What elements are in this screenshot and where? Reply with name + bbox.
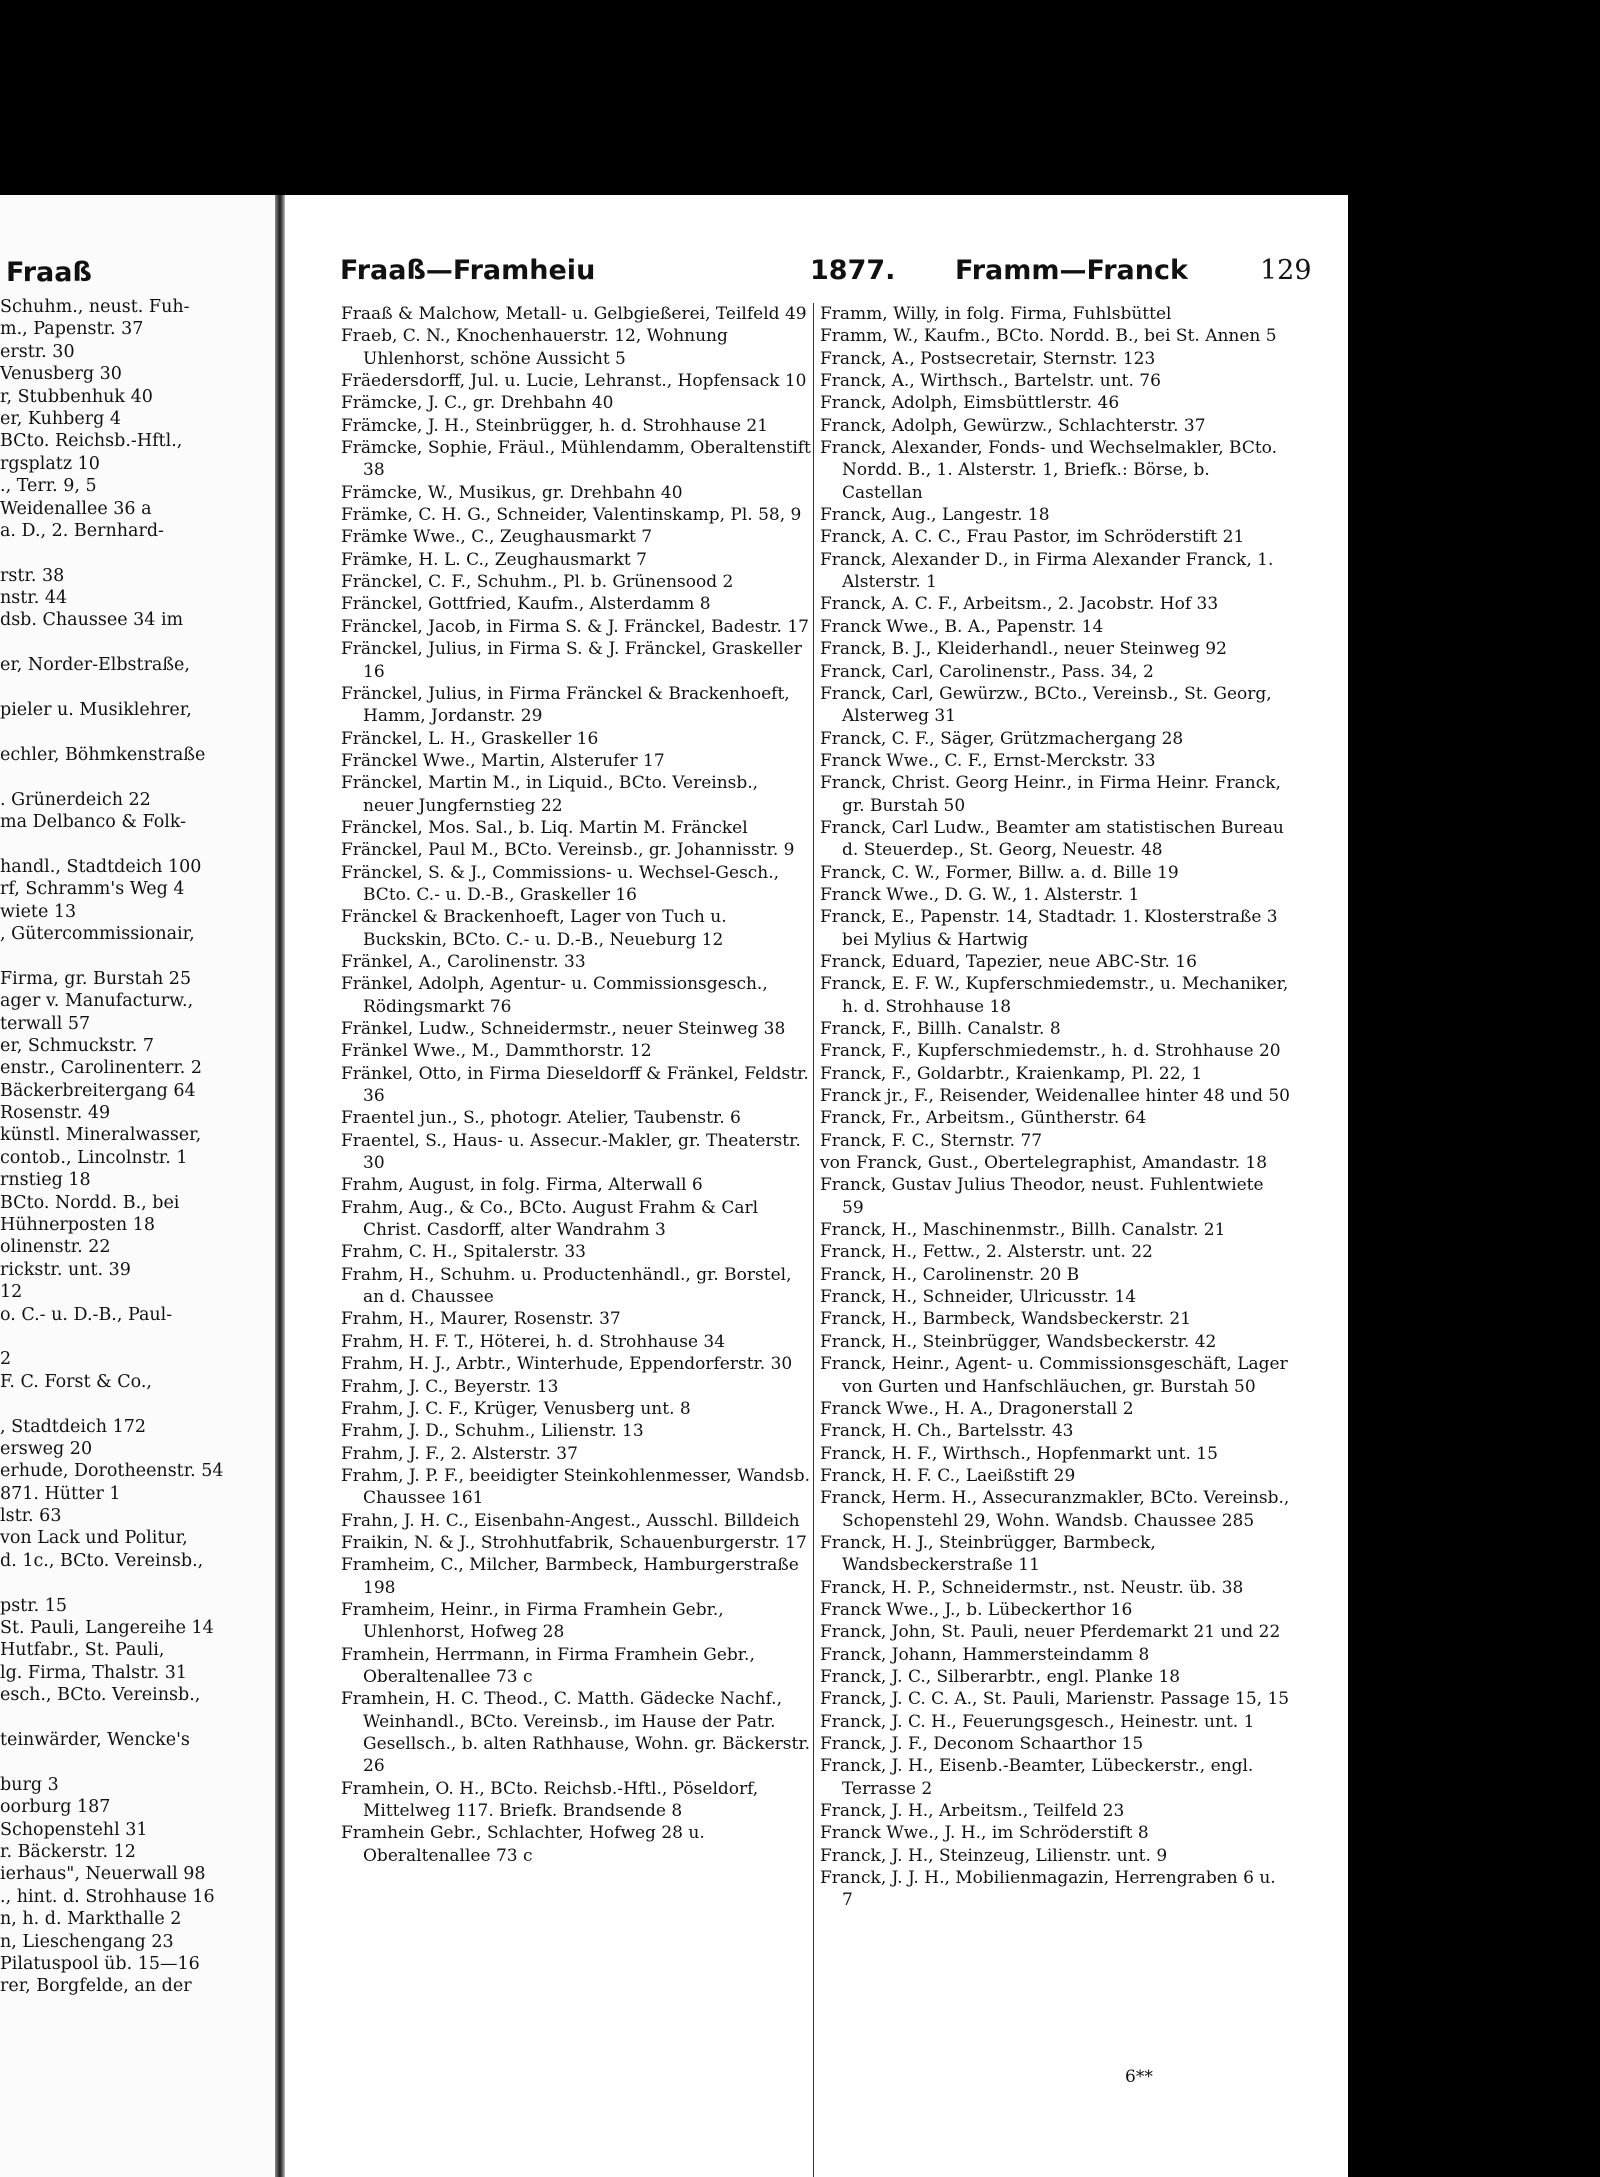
facing-page-line: er, Schmuckstr. 7 [0,1035,154,1056]
directory-entry: Franck, C. F., Säger, Grützmachergang 28 [820,728,1184,749]
directory-entry: Franck, H., Steinbrügger, Wandsbeckerstr. 42 [820,1331,1217,1352]
directory-entry: Framhein, O. H., BCto. Reichsb.-Hftl., Pöseldorf, Mittelweg 117. Briefk. Brandsende 8 [341,1778,759,1822]
facing-page-line: 2 [0,1349,12,1370]
directory-entry: Franck Wwe., H. A., Dragonerstall 2 [820,1398,1134,1419]
facing-page-line: Bäckerbreitergang 64 [0,1080,196,1101]
directory-entry: Frahm, J. D., Schuhm., Lilienstr. 13 [341,1421,644,1442]
directory-entry: Franck jr., F., Reisender, Weidenallee hinter 48 und 50 [820,1086,1290,1107]
facing-page-header: Fraaß [6,257,92,288]
directory-entry: Framm, Willy, in folg. Firma, Fuhlsbüttel [820,304,1172,324]
directory-entry: Franck, J. J. H., Mobilienmagazin, Herrengraben 6 u. 7 [820,1868,1276,1911]
facing-page-line: n, h. d. Markthalle 2 [0,1909,182,1930]
directory-entry: Franck, J. C. C. A., St. Pauli, Marienstr. Passage 15, 15 [820,1689,1290,1710]
directory-entry: Franck, Herm. H., Assecuranzmakler, BCto. Vereinsb., Schopenstehl 29, Wohn. Wandsb. Chaussee 285 [820,1488,1290,1531]
directory-entry: Fränckel, Mos. Sal., b. Liq. Martin M. Fränckel [341,817,748,838]
facing-page-line: Hühnerposten 18 [0,1215,156,1236]
column-divider [813,303,814,2177]
facing-page-line: Pilatuspool üb. 15—16 [0,1953,200,1974]
facing-page-line: F. C. Forst & Co., [0,1371,152,1392]
directory-entry: Franck, H. F. C., Laeißstift 29 [820,1465,1076,1486]
facing-page-line [0,1572,275,1594]
directory-entry: Franck, Carl Ludw., Beamter am statistischen Bureau d. Steuerdep., St. Georg, Neuestr. 48 [820,817,1284,861]
directory-entry: Franck, H., Barmbeck, Wandsbeckerstr. 21 [820,1309,1192,1330]
directory-entry: Frahm, August, in folg. Firma, Alterwall 6 [341,1175,703,1196]
facing-page-line: rnstieg 18 [0,1170,91,1191]
facing-page-line: von Lack und Politur, [0,1528,188,1549]
facing-page-line: St. Pauli, Langereihe 14 [0,1618,214,1639]
directory-entry: Framm, W., Kaufm., BCto. Nordd. B., bei St. Annen 5 [820,326,1277,347]
directory-entry: Frahm, Aug., & Co., BCto. August Frahm & Carl Christ. Casdorff, alter Wandrahm 3 [341,1197,759,1241]
directory-entry: Frahm, C. H., Spitalerstr. 33 [341,1242,586,1263]
directory-entry: Fraentel, S., Haus- u. Assecur.-Makler, gr. Theaterstr. 30 [341,1130,801,1174]
directory-entry: Franck, Alexander D., in Firma Alexander Franck, 1. Alsterstr. 1 [820,549,1274,593]
facing-page-line: echler, Böhmkenstraße [0,744,206,765]
directory-entry: Franck, Christ. Georg Heinr., in Firma Heinr. Franck, gr. Burstah 50 [820,773,1281,816]
directory-entry: Fränckel, Paul M., BCto. Vereinsb., gr. Johannisstr. 9 [341,840,795,861]
directory-entry: Fräedersdorff, Jul. u. Lucie, Lehranst., Hopfensack 10 [341,371,807,392]
directory-entry: Frahm, J. P. F., beeidigter Steinkohlenmesser, Wandsb. Chaussee 161 [341,1465,811,1509]
directory-entry: Franck, E. F. W., Kupferschmiedemstr., u. Mechaniker, h. d. Strohhause 18 [820,974,1289,1017]
facing-page-line: o. C.- u. D.-B., Paul- [0,1304,173,1325]
directory-entry: Fränckel & Brackenhoeft, Lager von Tuch u. Buckskin, BCto. C.- u. D.-B., Neueburg 12 [341,907,727,950]
directory-entry: von Franck, Gust., Obertelegraphist, Amandastr. 18 [820,1153,1268,1174]
facing-page-line: d. 1c., BCto. Vereinsb., [0,1550,204,1571]
directory-entry: Franck Wwe., C. F., Ernst-Merckstr. 33 [820,750,1156,771]
directory-entry: Fraaß & Malchow, Metall- u. Gelbgießerei, Teilfeld 49 [341,304,807,324]
directory-entry: Fränckel, Julius, in Firma S. & J. Fränckel, Graskeller 16 [341,639,802,682]
facing-page-line: , Gütercommissionair, [0,923,195,944]
directory-entry: Franck, F. C., Sternstr. 77 [820,1130,1043,1151]
facing-page-line: contob., Lincolnstr. 1 [0,1147,188,1168]
book-gutter [275,195,285,2177]
directory-entry: Frahm, J. C. F., Krüger, Venusberg unt. 8 [341,1398,691,1419]
facing-page-line: rickstr. unt. 39 [0,1259,131,1280]
facing-page-line: n, Lieschengang 23 [0,1931,174,1952]
directory-entry: Franck, H., Fettw., 2. Alsterstr. unt. 22 [820,1242,1153,1263]
facing-page-line: Schuhm., neust. Fuh- [0,297,190,317]
directory-entry: Främcke, J. C., gr. Drehbahn 40 [341,393,614,414]
directory-entry: Franck, Adolph, Eimsbüttlerstr. 46 [820,393,1120,414]
facing-page-line: burg 3 [0,1774,59,1795]
directory-entry: Franck, H. F., Wirthsch., Hopfenmarkt unt. 15 [820,1443,1218,1464]
facing-page-line: Firma, gr. Burstah 25 [0,968,192,989]
directory-entry: Fränckel, Gottfried, Kaufm., Alsterdamm 8 [341,594,711,615]
directory-entry: Franck, A. C. C., Frau Pastor, im Schröderstift 21 [820,527,1245,548]
directory-entry: Framhein, Herrmann, in Firma Framhein Gebr., Oberaltenallee 73 c [341,1644,755,1687]
directory-entry: Franck, J. F., Deconom Schaarthor 15 [820,1734,1144,1754]
facing-page-line: ., hint. d. Strohhause 16 [0,1886,215,1907]
directory-entry: Frahm, J. F., 2. Alsterstr. 37 [341,1443,578,1464]
directory-entry: Franck, Gustav Julius Theodor, neust. Fuhlentwiete 59 [820,1175,1264,1218]
facing-page-line: rstr. 38 [0,565,65,586]
directory-entry: Franck, B. J., Kleiderhandl., neuer Steinweg 92 [820,639,1227,660]
directory-entry: Franck, J. H., Eisenb.-Beamter, Lübeckerstr., engl. Terrasse 2 [820,1756,1254,1799]
facing-page-line: rer, Borgfelde, an der [0,1976,192,1997]
facing-page-line: r, Stubbenhuk 40 [0,386,153,407]
directory-entry: Framhein Gebr., Schlachter, Hofweg 28 u. Oberaltenallee 73 c [341,1823,705,1866]
directory-entry: Franck, F., Goldarbtr., Kraienkamp, Pl. 22, 1 [820,1063,1203,1084]
directory-entry: Frahn, J. H. C., Eisenbahn-Angest., Ausschl. Billdeich [341,1510,800,1531]
facing-page-lines [0,296,275,1998]
facing-page-line: BCto. Reichsb.-Hftl., [0,431,183,452]
directory-page [285,195,1348,2177]
facing-page-line: Schopenstehl 31 [0,1819,148,1840]
directory-entry: Främke, C. H. G., Schneider, Valentinskamp, Pl. 58, 9 [341,505,802,526]
directory-entry: Franck, H. Ch., Bartelsstr. 43 [820,1421,1074,1442]
facing-page-line: pstr. 15 [0,1595,68,1616]
facing-page-line: lstr. 63 [0,1506,62,1527]
facing-page-line [0,632,275,654]
directory-entry: Franck, J. H., Steinzeug, Lilienstr. unt. 9 [820,1845,1168,1866]
facing-page-line: , Stadtdeich 172 [0,1416,147,1437]
facing-page-line [0,1751,275,1773]
directory-entry: Fränkel, Adolph, Agentur- u. Commissionsgesch., Rödingsmarkt 76 [341,974,768,1017]
directory-entry: Frahm, H., Maurer, Rosenstr. 37 [341,1309,621,1330]
directory-entry: Framheim, C., Milcher, Barmbeck, Hamburgerstraße 198 [341,1555,799,1598]
facing-page-line [0,833,275,855]
directory-entry: Franck, J. H., Arbeitsm., Teilfeld 23 [820,1801,1125,1822]
directory-entry: Fränkel, A., Carolinenstr. 33 [341,951,586,972]
directory-entry: Franck, Alexander, Fonds- und Wechselmakler, BCto. Nordd. B., 1. Alsterstr. 1, Briefk.: Börse, b. Castellan [820,438,1278,503]
directory-entry: Frahm, J. C., Beyerstr. 13 [341,1376,559,1397]
directory-entry: Fränkel Wwe., M., Dammthorstr. 12 [341,1041,652,1062]
directory-entry: Franck, H. P., Schneidermstr., nst. Neustr. üb. 38 [820,1577,1244,1598]
directory-entry: Franck, H. J., Steinbrügger, Barmbeck, Wandsbeckerstraße 11 [820,1532,1156,1576]
directory-entry: Frahm, H. F. T., Höterei, h. d. Strohhause 34 [341,1331,726,1352]
facing-page-line: BCto. Nordd. B., bei [0,1192,180,1213]
facing-page-line [0,721,275,743]
directory-entry: Franck, Aug., Langestr. 18 [820,505,1050,526]
facing-page-line: ierhaus", Neuerwall 98 [0,1864,206,1885]
page-number: 129 [1260,255,1312,286]
directory-entry: Franck, John, St. Pauli, neuer Pferdemarkt 21 und 22 [820,1622,1281,1643]
facing-page-line: ., Terr. 9, 5 [0,476,97,497]
directory-entry: Franck Wwe., B. A., Papenstr. 14 [820,616,1104,637]
facing-page-line: erhude, Dorotheenstr. 54 [0,1461,224,1482]
directory-entry: Franck, J. C., Silberarbtr., engl. Planke 18 [820,1666,1181,1687]
facing-page-line: er, Norder-Elbstraße, [0,655,190,676]
facing-page-line: olinenstr. 22 [0,1237,111,1258]
directory-entry: Främke Wwe., C., Zeughausmarkt 7 [341,527,653,548]
facing-page-line: wiete 13 [0,901,77,922]
facing-page-line: handl., Stadtdeich 100 [0,856,202,877]
directory-entry: Franck, C. W., Former, Billw. a. d. Bille 19 [820,862,1179,883]
directory-entry: Franck, A. C. F., Arbeitsm., 2. Jacobstr. Hof 33 [820,594,1219,615]
directory-entry: Frahm, H. J., Arbtr., Winterhude, Eppendorferstr. 30 [341,1354,793,1375]
facing-page-line: Venusberg 30 [0,364,122,385]
directory-entry: Franck, Johann, Hammersteindamm 8 [820,1644,1150,1665]
facing-page-line: Rosenstr. 49 [0,1103,111,1124]
directory-entry: Franck, Eduard, Tapezier, neue ABC-Str. 16 [820,951,1197,972]
facing-page-line: künstl. Mineralwasser, [0,1125,202,1146]
directory-entry: Frahm, H., Schuhm. u. Productenhändl., gr. Borstel, an d. Chaussee [341,1264,792,1308]
facing-page-line: oorburg 187 [0,1797,111,1818]
directory-entry: Fränckel, Jacob, in Firma S. & J. Fränckel, Badestr. 17 [341,616,809,637]
facing-page-line: esch., BCto. Vereinsb., [0,1685,201,1706]
directory-entry: Franck Wwe., J., b. Lübeckerthor 16 [820,1599,1133,1620]
facing-page-line: 871. Hütter 1 [0,1483,121,1504]
directory-entry: Franck, Fr., Arbeitsm., Güntherstr. 64 [820,1108,1147,1129]
directory-entry: Fraentel jun., S., photogr. Atelier, Taubenstr. 6 [341,1108,741,1129]
directory-entry: Fränckel Wwe., Martin, Alsterufer 17 [341,750,665,771]
directory-entry: Fränckel, C. F., Schuhm., Pl. b. Grünensood 2 [341,572,734,593]
facing-page-line: ager v. Manufacturw., [0,991,194,1012]
directory-entry: Franck, J. C. H., Feuerungsgesch., Heinestr. unt. 1 [820,1711,1255,1732]
directory-entry: Främcke, J. H., Steinbrügger, h. d. Strohhause 21 [341,415,769,436]
directory-entry: Franck, F., Billh. Canalstr. 8 [820,1019,1061,1039]
facing-page-line: terwall 57 [0,1013,91,1034]
facing-page-line: 12 [0,1282,23,1303]
directory-entry: Främke, H. L. C., Zeughausmarkt 7 [341,549,647,570]
facing-page-line: er, Kuhberg 4 [0,408,121,429]
facing-page-line: a. D., 2. Bernhard- [0,520,164,541]
running-header [340,255,1340,295]
facing-page-line: . Grünerdeich 22 [0,789,151,810]
directory-entry: Franck, H., Schneider, Ulricusstr. 14 [820,1287,1137,1308]
directory-entry: Franck Wwe., J. H., im Schröderstift 8 [820,1823,1149,1844]
facing-page-line: m., Papenstr. 37 [0,319,144,340]
directory-entry: Fränkel, Otto, in Firma Dieseldorff & Fränkel, Feldstr. 36 [341,1063,809,1107]
facing-page-line [0,677,275,699]
facing-page-line: rgsplatz 10 [0,453,100,474]
directory-entry: Fränkel, Ludw., Schneidermstr., neuer Steinweg 38 [341,1019,786,1039]
directory-entry: Främcke, W., Musikus, gr. Drehbahn 40 [341,482,683,503]
directory-entry: Franck, H., Carolinenstr. 20 B [820,1264,1080,1285]
facing-page-line: nstr. 44 [0,588,68,609]
directory-entry: Fränckel, Martin M., in Liquid., BCto. Vereinsb., neuer Jungfernstieg 22 [341,773,759,816]
facing-page-line: erstr. 30 [0,341,75,362]
directory-entry: Franck, Carl, Gewürzw., BCto., Vereinsb., St. Georg, Alsterweg 31 [820,683,1272,727]
header-right-range: Framm—Franck [955,255,1188,286]
facing-page-line: ersweg 20 [0,1438,93,1459]
facing-page-line: pieler u. Musiklehrer, [0,700,192,721]
facing-page-line: ma Delbanco & Folk- [0,811,187,832]
directory-entry: Franck, E., Papenstr. 14, Stadtadr. 1. Klosterstraße 3 bei Mylius & Hartwig [820,907,1278,950]
facing-page-line: enstr., Carolinenterr. 2 [0,1058,203,1079]
header-left-range: Fraaß—Framheiu [340,255,596,286]
directory-entry: Fraikin, N. & J., Strohhutfabrik, Schauenburgerstr. 17 [341,1532,807,1553]
facing-page-line: rf, Schramm's Weg 4 [0,879,185,900]
directory-entry: Franck, H., Maschinenmstr., Billh. Canalstr. 21 [820,1220,1226,1241]
directory-entry: Fraeb, C. N., Knochenhauerstr. 12, Wohnung Uhlenhorst, schöne Aussicht 5 [341,326,728,369]
directory-entry: Franck, Heinr., Agent- u. Commissionsgeschäft, Lager von Gurten und Hanfschläuchen, gr. Burstah 50 [820,1354,1288,1397]
directory-entry: Fränckel, S. & J., Commissions- u. Wechsel-Gesch., BCto. C.- u. D.-B., Graskeller 16 [341,862,780,905]
facing-page-line [0,542,275,564]
directory-entry: Fränckel, L. H., Graskeller 16 [341,728,599,749]
facing-page-line: Weidenallee 36 a [0,498,152,519]
left-column [341,303,811,1867]
directory-entry: Främcke, Sophie, Fräul., Mühlendamm, Oberaltenstift 38 [341,438,811,481]
right-column [820,303,1290,1912]
directory-entry: Franck, F., Kupferschmiedemstr., h. d. Strohhause 20 [820,1041,1281,1062]
directory-entry: Framhein, H. C. Theod., C. Matth. Gädecke Nachf., Weinhandl., BCto. Vereinsb., im Hause der Patr. Gesellsch., b. alten Rathhause, Wohn. gr. Bäckerstr. 26 [341,1689,811,1777]
directory-entry: Framheim, Heinr., in Firma Framhein Gebr., Uhlenhorst, Hofweg 28 [341,1599,724,1643]
facing-page-line [0,1393,275,1415]
facing-page-line [0,1707,275,1729]
facing-page-line: lg. Firma, Thalstr. 31 [0,1662,188,1683]
facing-page-line: teinwärder, Wencke's [0,1730,190,1750]
facing-page-line [0,766,275,788]
facing-page-line: dsb. Chaussee 34 im [0,610,184,631]
scan-border-right [1348,0,1600,2177]
directory-entry: Fränckel, Julius, in Firma Fränckel & Brackenhoeft, Hamm, Jordanstr. 29 [341,683,790,727]
directory-entry: Franck, Adolph, Gewürzw., Schlachterstr. 37 [820,415,1206,436]
header-year: 1877. [810,255,896,286]
signature-mark: 6** [1125,2067,1153,2087]
directory-entry: Franck, A., Wirthsch., Bartelstr. unt. 76 [820,371,1161,392]
directory-entry: Franck, A., Postsecretair, Sternstr. 123 [820,348,1156,369]
facing-page-line [0,945,275,967]
facing-page-fragment [0,195,275,2177]
directory-entry: Franck, Carl, Carolinenstr., Pass. 34, 2 [820,661,1154,682]
facing-page-line [0,1326,275,1348]
directory-entry: Franck Wwe., D. G. W., 1. Alsterstr. 1 [820,884,1140,905]
facing-page-line: r. Bäckerstr. 12 [0,1841,136,1862]
facing-page-line: Hutfabr., St. Pauli, [0,1640,165,1661]
